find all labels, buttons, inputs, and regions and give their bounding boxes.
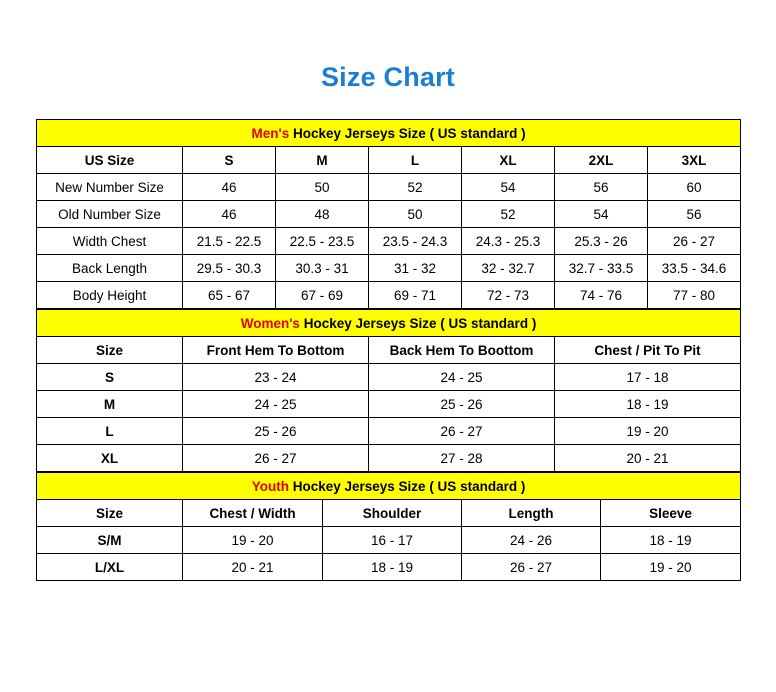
table-cell: 60 (648, 174, 741, 201)
table-cell: 20 - 21 (555, 445, 741, 472)
column-header: US Size (37, 147, 183, 174)
column-header: Chest / Pit To Pit (555, 337, 741, 364)
table-cell: 17 - 18 (555, 364, 741, 391)
table-row (37, 174, 741, 201)
table-cell: 25 - 26 (369, 391, 555, 418)
table-cell: 29.5 - 30.3 (183, 255, 276, 282)
page-title: Size Chart (320, 62, 456, 92)
table-cell: 32.7 - 33.5 (555, 255, 648, 282)
table-cell: 18 - 19 (323, 554, 462, 581)
table-cell: 31 - 32 (369, 255, 462, 282)
column-header: XL (462, 147, 555, 174)
table-cell: 48 (276, 201, 369, 228)
table-cell: 24 - 26 (462, 527, 601, 554)
table-cell: 54 (462, 174, 555, 201)
table-cell: 20 - 21 (183, 554, 323, 581)
table-cell: 26 - 27 (369, 418, 555, 445)
column-header: Shoulder (323, 500, 462, 527)
row-label: Width Chest (37, 228, 183, 255)
table-row (37, 391, 741, 418)
table-cell: 72 - 73 (462, 282, 555, 309)
table-row (37, 282, 741, 309)
mens-section-heading (37, 120, 741, 147)
table-section-header-row (37, 473, 741, 500)
table-row (37, 364, 741, 391)
table-section-header-row (37, 310, 741, 337)
table-cell: 21.5 - 22.5 (183, 228, 276, 255)
table-cell: 23.5 - 24.3 (369, 228, 462, 255)
table-cell: 30.3 - 31 (276, 255, 369, 282)
row-label: XL (37, 445, 183, 472)
column-header: 2XL (555, 147, 648, 174)
table-row (37, 418, 741, 445)
mens-size-table (36, 119, 741, 309)
table-header-row (37, 500, 741, 527)
table-cell: 25.3 - 26 (555, 228, 648, 255)
table-cell: 56 (648, 201, 741, 228)
table-cell: 50 (276, 174, 369, 201)
table-cell: 69 - 71 (369, 282, 462, 309)
row-label: S/M (37, 527, 183, 554)
table-row (37, 228, 741, 255)
table-cell: 18 - 19 (555, 391, 741, 418)
table-cell: 22.5 - 23.5 (276, 228, 369, 255)
table-cell: 19 - 20 (555, 418, 741, 445)
row-label: Back Length (37, 255, 183, 282)
table-cell: 56 (555, 174, 648, 201)
table-cell: 46 (183, 201, 276, 228)
table-header-row (37, 337, 741, 364)
row-label: S (37, 364, 183, 391)
womens-section-heading-rest: Hockey Jerseys Size ( US standard ) (299, 315, 537, 331)
mens-section-heading-accent: Men's (251, 125, 290, 141)
table-section-header-row (37, 120, 741, 147)
table-cell: 19 - 20 (601, 554, 741, 581)
table-cell: 50 (369, 201, 462, 228)
table-cell: 25 - 26 (183, 418, 369, 445)
table-cell: 32 - 32.7 (462, 255, 555, 282)
table-cell: 67 - 69 (276, 282, 369, 309)
row-label: L/XL (37, 554, 183, 581)
size-chart-container (36, 119, 740, 581)
table-cell: 24.3 - 25.3 (462, 228, 555, 255)
table-cell: 33.5 - 34.6 (648, 255, 741, 282)
column-header: Size (37, 337, 183, 364)
column-header: Length (462, 500, 601, 527)
column-header: S (183, 147, 276, 174)
womens-size-table (36, 309, 741, 472)
column-header: L (369, 147, 462, 174)
table-cell: 52 (462, 201, 555, 228)
youth-section-heading-accent: Youth (251, 478, 289, 494)
row-label: New Number Size (37, 174, 183, 201)
table-row (37, 255, 741, 282)
table-row (37, 445, 741, 472)
table-header-row (37, 147, 741, 174)
column-header: Chest / Width (183, 500, 323, 527)
youth-section-heading-rest: Hockey Jerseys Size ( US standard ) (288, 478, 526, 494)
column-header: M (276, 147, 369, 174)
row-label: M (37, 391, 183, 418)
table-cell: 27 - 28 (369, 445, 555, 472)
row-label: Old Number Size (37, 201, 183, 228)
row-label: L (37, 418, 183, 445)
table-cell: 46 (183, 174, 276, 201)
row-label: Body Height (37, 282, 183, 309)
table-cell: 54 (555, 201, 648, 228)
column-header: Sleeve (601, 500, 741, 527)
womens-section-heading-accent: Women's (240, 315, 300, 331)
table-cell: 18 - 19 (601, 527, 741, 554)
table-cell: 16 - 17 (323, 527, 462, 554)
table-cell: 77 - 80 (648, 282, 741, 309)
column-header: Front Hem To Bottom (183, 337, 369, 364)
table-cell: 23 - 24 (183, 364, 369, 391)
column-header: 3XL (648, 147, 741, 174)
table-cell: 26 - 27 (462, 554, 601, 581)
table-cell: 19 - 20 (183, 527, 323, 554)
youth-size-table (36, 472, 741, 581)
table-cell: 65 - 67 (183, 282, 276, 309)
mens-section-heading-rest: Hockey Jerseys Size ( US standard ) (289, 125, 526, 141)
column-header: Back Hem To Boottom (369, 337, 555, 364)
table-cell: 52 (369, 174, 462, 201)
table-cell: 26 - 27 (183, 445, 369, 472)
table-row (37, 201, 741, 228)
womens-section-heading (37, 310, 741, 337)
table-row (37, 554, 741, 581)
table-cell: 24 - 25 (183, 391, 369, 418)
table-cell: 26 - 27 (648, 228, 741, 255)
column-header: Size (37, 500, 183, 527)
youth-section-heading (37, 473, 741, 500)
table-row (37, 527, 741, 554)
table-cell: 74 - 76 (555, 282, 648, 309)
table-cell: 24 - 25 (369, 364, 555, 391)
